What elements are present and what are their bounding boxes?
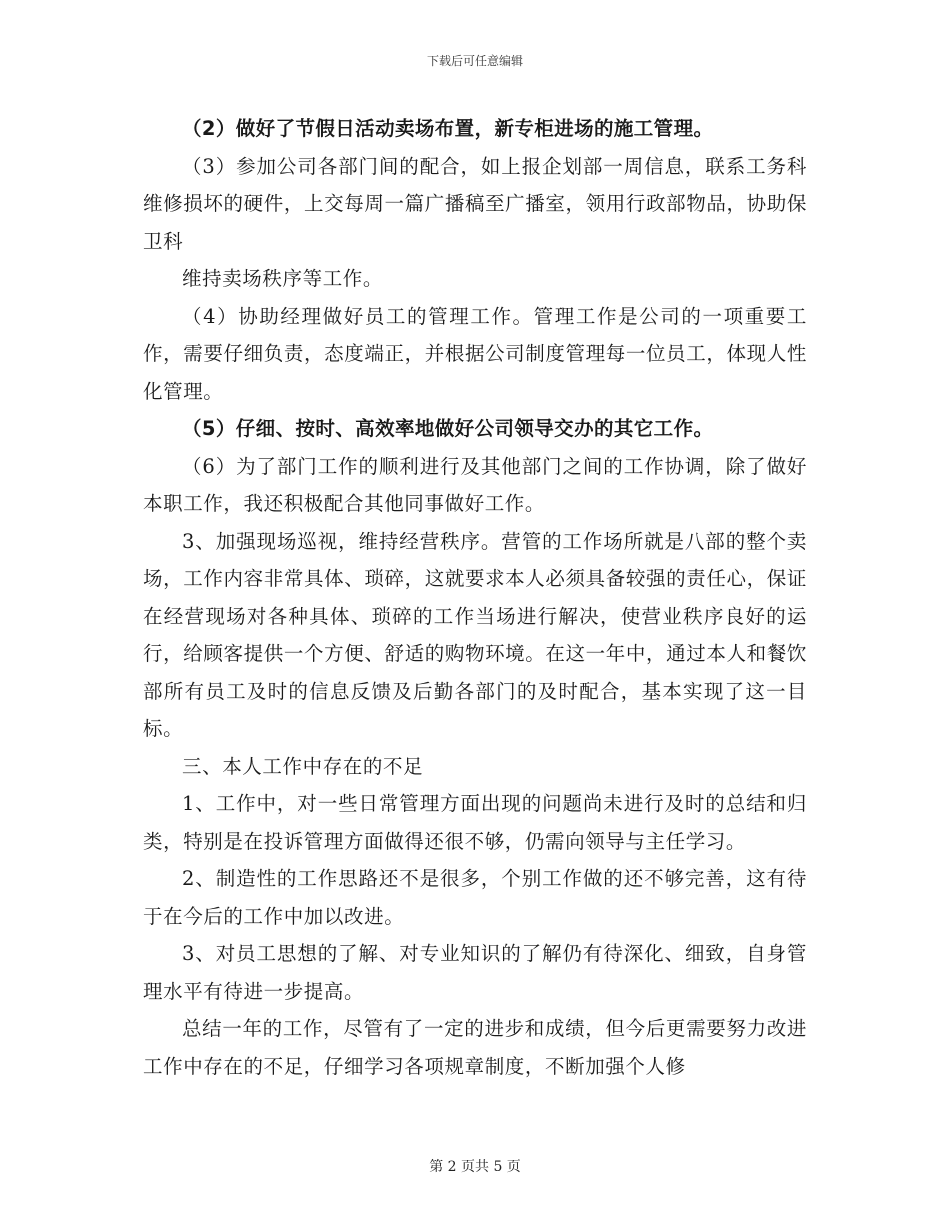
paragraph-shortcoming-2: 2、制造性的工作思路还不是很多，个别工作做的还不够完善，这有待于在今后的工作中加以改进。 [143, 867, 807, 928]
paragraph-shortcoming-3: 3、对员工思想的了解、对专业知识的了解仍有待深化、细致，自身管理水平有待进一步提高。 [143, 942, 807, 1003]
paragraph-item-2: （2）做好了节假日活动卖场布置，新专柜进场的施工管理。 [182, 117, 714, 140]
paragraph-item-3: （3）参加公司各部门间的配合，如上报企划部一周信息，联系工务科维修损坏的硬件，上交每周一篇广播稿至广播室，领用行政部物品，协助保卫科 [143, 154, 807, 253]
document-body [143, 110, 807, 1085]
page-footer: 第 2 页共 5 页 [429, 1159, 521, 1175]
paragraph-continuation: 维持卖场秩序等工作。 [182, 267, 384, 290]
paragraph-item-4: （4）协助经理做好员工的管理工作。管理工作是公司的一项重要工作，需要仔细负责，态度端正，并根据公司制度管理每一位员工，体现人性化管理。 [143, 304, 807, 403]
paragraph-shortcoming-1: 1、工作中，对一些日常管理方面出现的问题尚未进行及时的总结和归类，特别是在投诉管理方面做得还很不够，仍需向领导与主任学习。 [143, 792, 807, 853]
section-heading-shortcomings: 三、本人工作中存在的不足 [182, 754, 424, 778]
paragraph-item-6: （6）为了部门工作的顺利进行及其他部门之间的工作协调，除了做好本职工作，我还积极配合其他同事做好工作。 [143, 454, 807, 515]
paragraph-summary: 总结一年的工作，尽管有了一定的进步和成绩，但今后更需要努力改进工作中存在的不足，仔细学习各项规章制度，不断加强个人修 [143, 1017, 807, 1078]
page-header: 下载后可任意编辑 [426, 54, 523, 68]
paragraph-section-3: 3、加强现场巡视，维持经营秩序。营管的工作场所就是八部的整个卖场，工作内容非常具体、琐碎，这就要求本人必须具备较强的责任心，保证在经营现场对各种具体、琐碎的工作当场进行解决，使营业秩序良好的运行，给顾客提供一个方便、舒适的购物环境。在这一年中，通过本人和餐饮部所有员工及时的信息反馈及后勤各部门的及时配合，基本实现了这一目标。 [143, 529, 807, 740]
paragraph-item-5: （5）仔细、按时、高效率地做好公司领导交办的其它工作。 [182, 417, 714, 440]
